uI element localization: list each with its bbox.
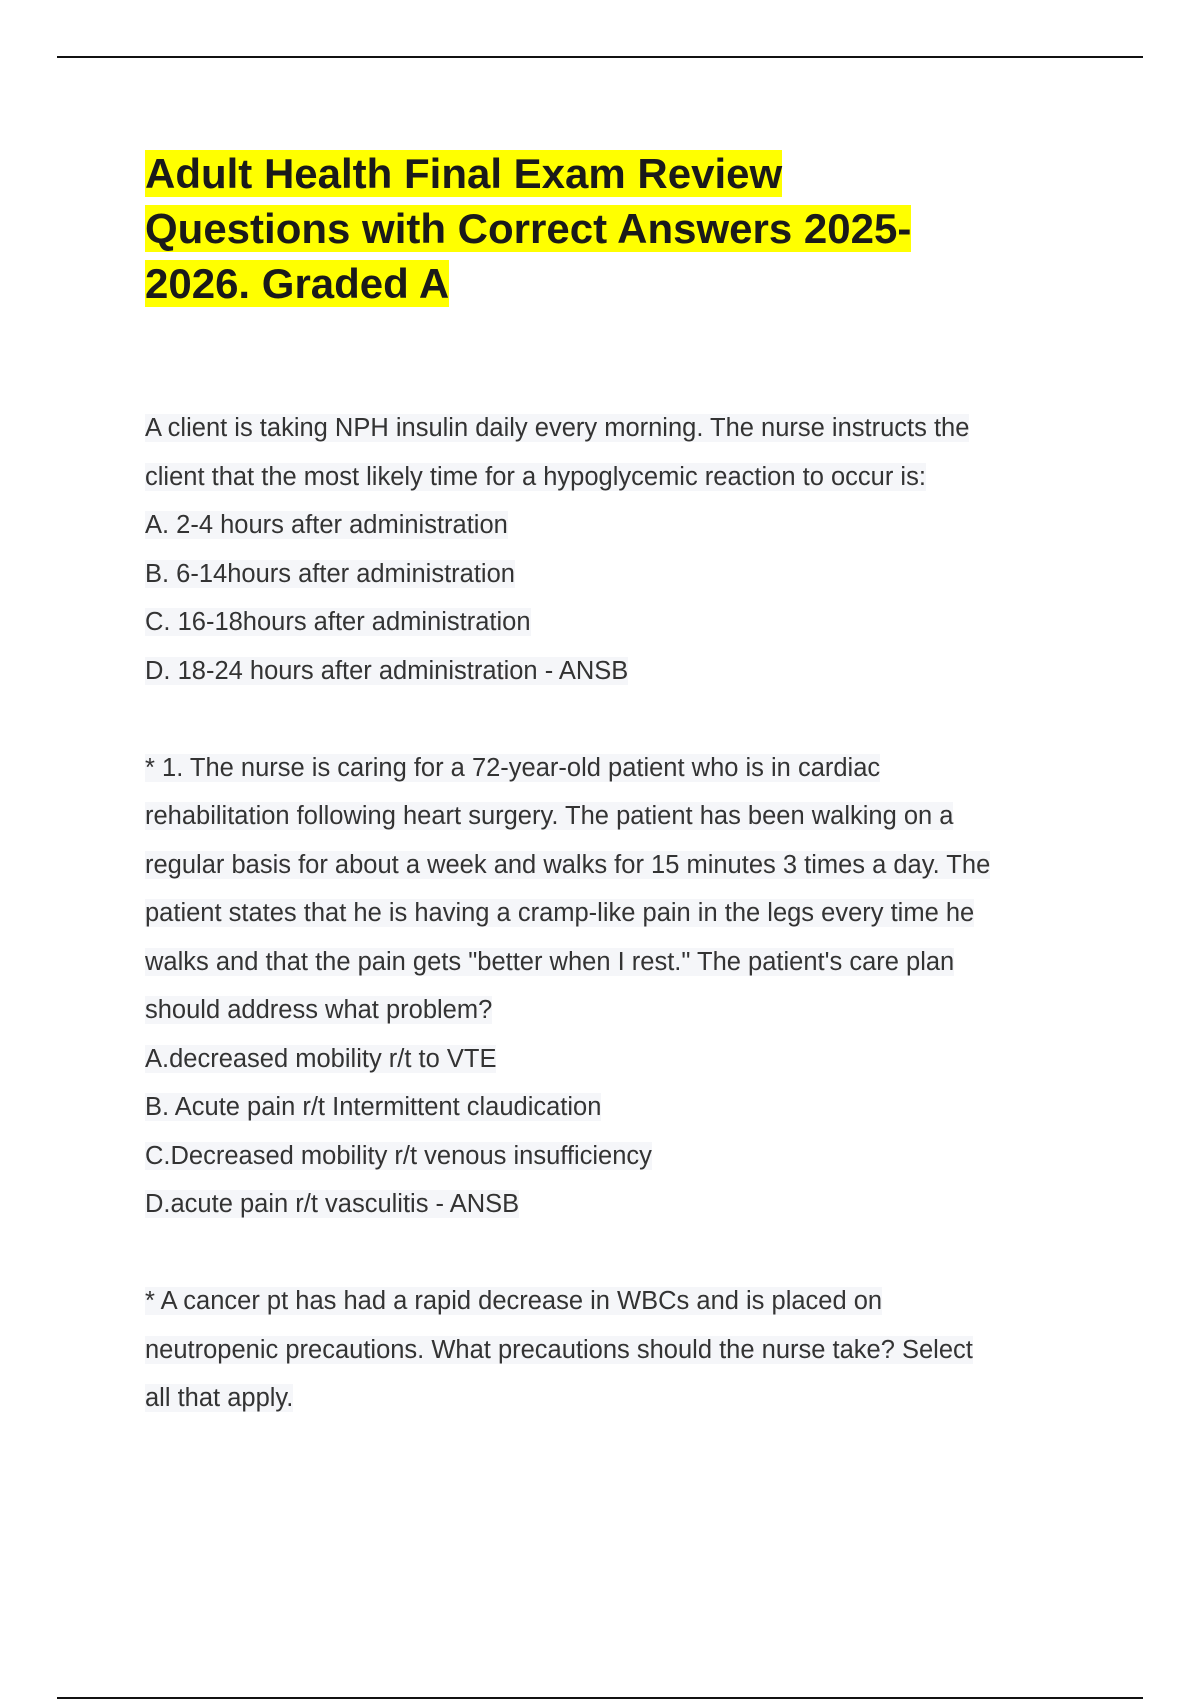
bottom-rule xyxy=(57,1697,1143,1699)
answer-option: B. 6-14hours after administration xyxy=(145,559,515,588)
document-page xyxy=(145,146,1105,1423)
answer-option: C. 16-18hours after administration xyxy=(145,608,531,636)
question-1 xyxy=(145,404,1105,695)
question-stem-line: regular basis for about a week and walks for 15 minutes 3 times a day. The xyxy=(145,850,991,879)
question-stem-line: * A cancer pt has had a rapid decrease in WBCs and is placed on xyxy=(145,1287,883,1315)
answer-option: A. 2-4 hours after administration xyxy=(145,511,508,539)
document-title xyxy=(145,146,1045,311)
paragraph-gap xyxy=(145,695,1105,744)
question-stem-line: walks and that the pain gets "better when I rest." The patient's care plan xyxy=(145,947,955,976)
question-2 xyxy=(145,744,1105,1229)
document-body xyxy=(145,404,1105,1423)
question-3 xyxy=(145,1277,1105,1423)
question-stem-line: * 1. The nurse is caring for a 72-year-old patient who is in cardiac xyxy=(145,753,881,782)
title-line: 2026. Graded A xyxy=(145,260,450,307)
title-line: Questions with Correct Answers 2025- xyxy=(145,205,912,252)
question-stem-line: client that the most likely time for a hypoglycemic reaction to occur is: xyxy=(145,462,926,491)
question-stem-line: A client is taking NPH insulin daily every morning. The nurse instructs the xyxy=(145,414,970,442)
answer-option: A.decreased mobility r/t to VTE xyxy=(145,1044,497,1073)
question-stem-line: rehabilitation following heart surgery. The patient has been walking on a xyxy=(145,802,954,830)
question-stem-line: neutropenic precautions. What precautions should the nurse take? Select xyxy=(145,1335,973,1364)
answer-option: D.acute pain r/t vasculitis - ANSB xyxy=(145,1190,520,1218)
top-rule xyxy=(57,56,1143,58)
title-line: Adult Health Final Exam Review xyxy=(145,150,783,197)
answer-option: D. 18-24 hours after administration - ANSB xyxy=(145,656,629,685)
question-stem-line: should address what problem? xyxy=(145,996,493,1024)
answer-option: B. Acute pain r/t Intermittent claudication xyxy=(145,1093,602,1121)
answer-option: C.Decreased mobility r/t venous insufficiency xyxy=(145,1141,652,1170)
paragraph-gap xyxy=(145,1229,1105,1278)
question-stem-line: patient states that he is having a cramp-like pain in the legs every time he xyxy=(145,899,975,927)
question-stem-line: all that apply. xyxy=(145,1384,294,1412)
